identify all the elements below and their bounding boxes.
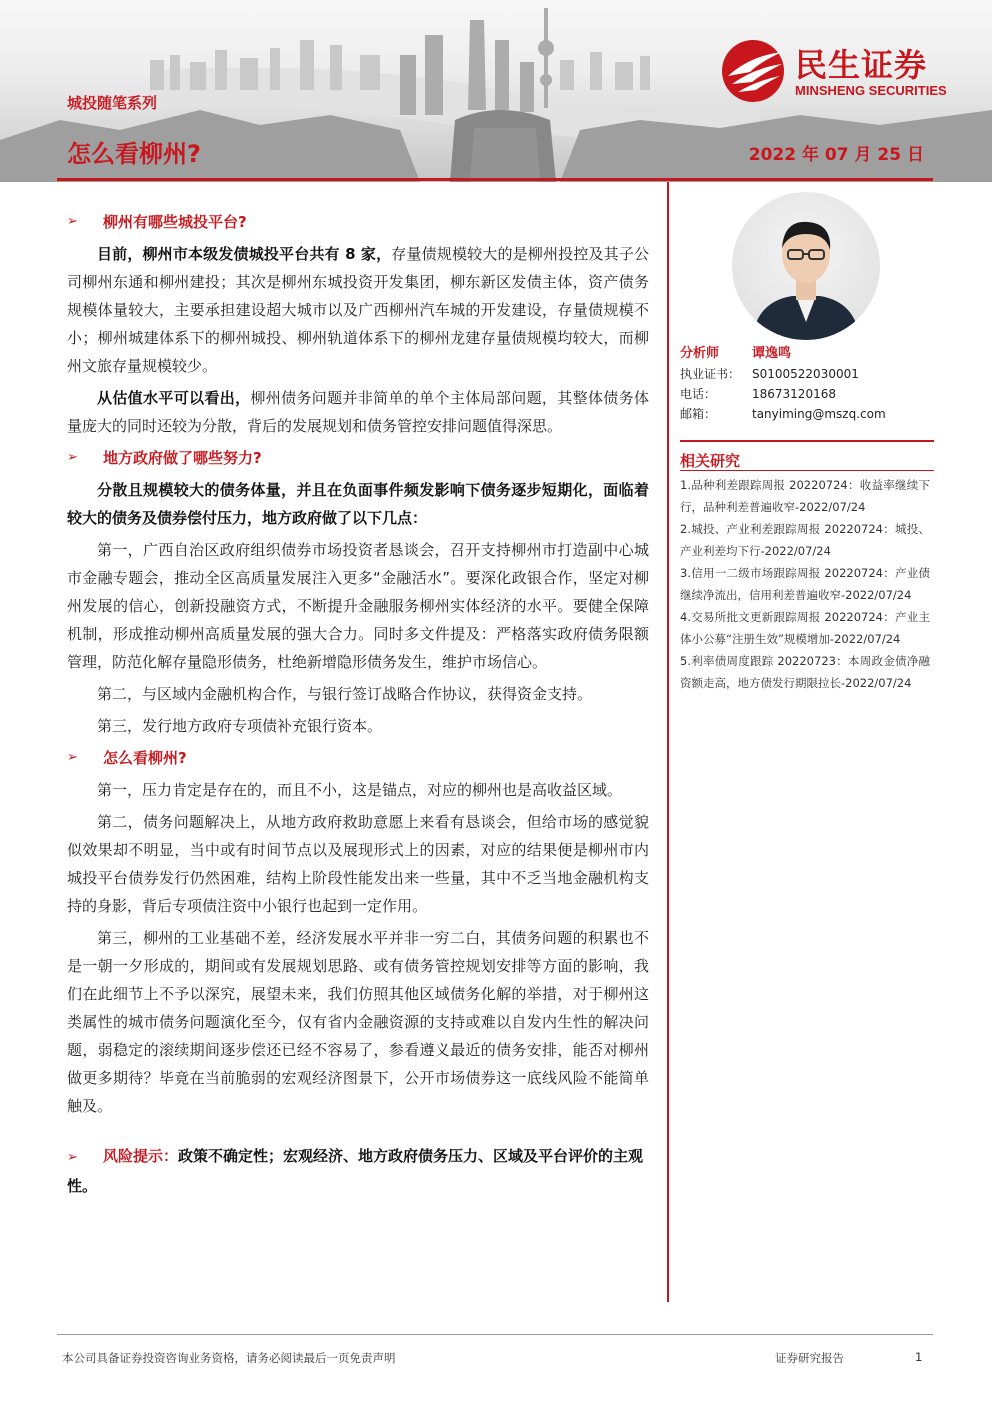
analyst-email-link[interactable]: tanyiming@mszq.com	[752, 407, 886, 421]
paragraph: 第二，债务问题解决上，从地方政府救助意愿上来看有恳谈会，但给市场的感觉貌似效果却不明显，当中或有时间节点以及展现形式上的因素，对应的结果便是柳州市内城投平台债券发行仍然困难，结构上阶段性能发出来一些量，其中不乏当地金融机构支持的身影，背后专项债注资中小银行也起到一定作用。	[67, 813, 649, 915]
minsheng-logo	[720, 38, 970, 104]
report-header	[0, 0, 992, 182]
arrow-bullet-icon: ➢	[67, 214, 78, 229]
main-content	[67, 208, 649, 1200]
related-research-list	[680, 474, 930, 694]
report-title: 怎么看柳州?	[67, 140, 201, 168]
minsheng-wing-logo-icon	[720, 38, 790, 104]
related-research-item[interactable]: 4.交易所批文更新跟踪周报 20220724：产业主体小公募“注册生效”规模增加-2022/07/24	[680, 610, 930, 646]
analyst-phone-row: 电话： 18673120168	[680, 387, 836, 401]
logo-english-name: MINSHENG SECURITIES	[795, 83, 947, 98]
arrow-bullet-icon: ➢	[67, 450, 78, 465]
related-research-item[interactable]: 5.利率债周度跟踪 20220723：本周政金债净融资额走高，地方债发行期限拉长-2022/07/24	[680, 654, 930, 690]
analyst-portrait-icon	[732, 192, 880, 340]
risk-warning: ➢ 风险提示：政策不确定性；宏观经济、地方政府债务压力、区域及平台评价的主观性。	[67, 1142, 649, 1200]
paragraph: 第三，柳州的工业基础不差，经济发展水平并非一穷二白，其债务问题的积累也不是一朝一夕形成的，期间或有发展规划思路、或有债务管控规划安排等方面的影响，我们在此细节上不予以深究，展望未来，我们仿照其他区域债务化解的举措，对于柳州这类属性的城市债务问题演化至今，仅有省内金融资源的支持或难以自发内生性的解决问题，弱稳定的滚续期间逐步偿还已经不容易了，参看遵义最近的债务安排，能否对柳州做更多期待？毕竟在当前脆弱的宏观经济图景下，公开市场债券这一底线风险不能简单触及。	[67, 929, 649, 1115]
analyst-info	[680, 344, 934, 424]
related-research-item[interactable]: 2.城投、产业利差跟踪周报 20220724：城投、产业利差均下行-2022/07/24	[680, 522, 930, 558]
paragraph: 第一，广西自治区政府组织债券市场投资者恳谈会，召开支持柳州市打造副中心城市金融专题会，推动全区高质量发展注入更多“金融活水”。要深化政银合作，坚定对柳州发展的信心，创新投融资方式，不断提升金融服务柳州实体经济的水平。要健全保障机制，形成推动柳州高质量发展的强大合力。同时多文件提及：严格落实政府债务限额管理，防范化解存量隐形债务，杜绝新增隐形债务发生，维护市场信心。	[67, 541, 649, 671]
related-research-item[interactable]: 1.品种利差跟踪周报 20220724：收益率继续下行，品种利差普遍收窄-2022/07/24	[680, 478, 930, 514]
header-divider	[57, 178, 933, 181]
paragraph: 第一，压力肯定是存在的，而且不小，这是锚点，对应的柳州也是高收益区域。	[97, 781, 623, 799]
footer-report-type: 证券研究报告	[775, 1351, 844, 1365]
analyst-name-row: 分析师 谭逸鸣	[680, 344, 934, 364]
paragraph: 分散且规模较大的债务体量，并且在负面事件频发影响下债务逐步短期化，面临着较大的债务及债券偿付压力，地方政府做了以下几点：	[67, 481, 649, 527]
sidebar-divider	[680, 470, 934, 471]
related-research-item[interactable]: 3.信用一二级市场跟踪周报 20220724：产业债继续净流出，信用利差普遍收窄-2022/07/24	[680, 566, 930, 602]
page-number: 1	[915, 1350, 923, 1364]
paragraph: 第二，与区域内金融机构合作，与银行签订战略合作协议，获得资金支持。	[97, 685, 593, 703]
analyst-name: 谭逸鸣	[752, 346, 792, 361]
arrow-bullet-icon: ➢	[67, 750, 78, 765]
related-research-title: 相关研究	[680, 452, 741, 470]
report-series: 城投随笔系列	[67, 94, 158, 112]
paragraph: 目前，柳州市本级发债城投平台共有 8 家，存量债规模较大的是柳州投控及其子公司柳州东通和柳州建投；其次是柳州东城投资开发集团，柳东新区发债主体，资产债务规模体量较大，主要承担建设超大城市以及广西柳州汽车城的开发建设，存量债规模不小；柳州城建体系下的柳州城投、柳州轨道体系下的柳州龙建存量债规模均较大，而柳州文旅存量规模较少。	[67, 245, 649, 375]
section-heading: ➢ 地方政府做了哪些努力?	[67, 444, 649, 472]
footer-divider	[57, 1334, 933, 1335]
arrow-bullet-icon: ➢	[67, 1150, 78, 1165]
sidebar-divider	[680, 440, 934, 442]
footer-disclaimer: 本公司具备证券投资咨询业务资格，请务必阅读最后一页免责声明	[62, 1351, 396, 1365]
analyst-cert-row: 执业证书： S0100522030001	[680, 367, 859, 381]
report-date: 2022 年 07 月 25 日	[748, 145, 924, 165]
paragraph: 第三，发行地方政府专项债补充银行资本。	[97, 717, 383, 735]
analyst-photo	[732, 192, 880, 340]
logo-chinese-name: 民生证券	[795, 46, 928, 84]
analyst-email-row: 邮箱： tanyiming@mszq.com	[680, 404, 934, 424]
section-heading: ➢ 怎么看柳州?	[67, 744, 649, 772]
column-divider	[667, 182, 669, 1302]
paragraph: 从估值水平可以看出，柳州债务问题并非简单的单个主体局部问题，其整体债务体量庞大的同时还较为分散，背后的发展规划和债务管控安排问题值得深思。	[67, 389, 649, 435]
section-heading: ➢ 柳州有哪些城投平台?	[67, 208, 649, 236]
